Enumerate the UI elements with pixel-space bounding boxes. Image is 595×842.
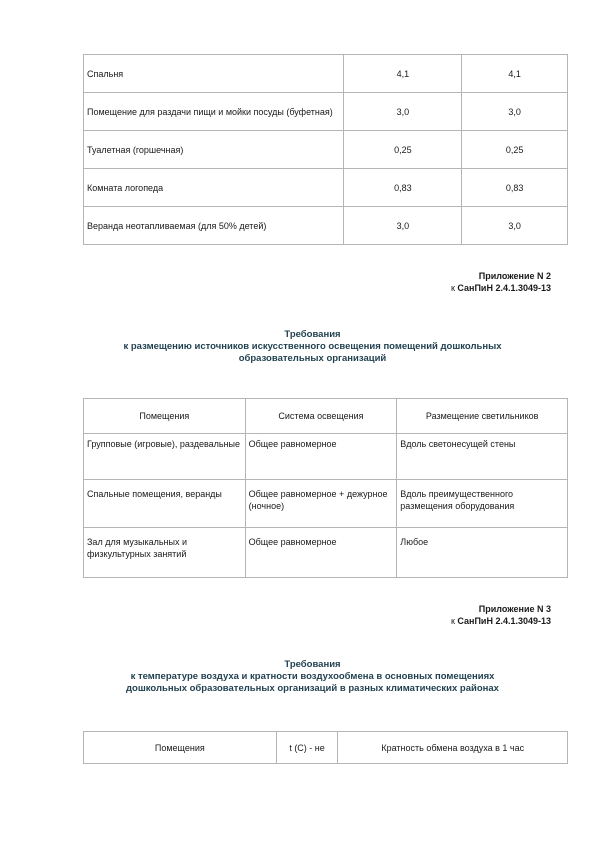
- column-header: Размещение светильников: [397, 399, 568, 434]
- value-cell: 3,0: [462, 207, 568, 245]
- room-cell: Групповые (игровые), раздевальные: [84, 434, 246, 480]
- reference-code: СанПиН 2.4.1.3049-13: [457, 283, 551, 293]
- table-header-row: [84, 399, 568, 434]
- temperature-air-exchange-table: [83, 731, 568, 764]
- appendix-2-title-block: [60, 329, 565, 365]
- appendix-3-title-block: [60, 659, 565, 695]
- table-row: [84, 169, 568, 207]
- column-header: Помещения: [84, 732, 277, 764]
- value-cell: 0,25: [344, 131, 462, 169]
- section-subtitle-line: к размещению источников искусственного освещения помещений дошкольных: [123, 341, 502, 352]
- lighting-system-cell: Общее равномерное: [245, 528, 397, 578]
- section-subtitle-line: дошкольных образовательных организаций в разных климатических районах: [126, 683, 499, 694]
- fixture-placement-cell: Вдоль преимущественного размещения оборудования: [397, 480, 568, 528]
- table-row: [84, 434, 568, 480]
- column-header: Система освещения: [245, 399, 397, 434]
- appendix-2-header: [451, 270, 551, 294]
- column-header: Помещения: [84, 399, 246, 434]
- section-title: Требования: [284, 659, 341, 670]
- lighting-requirements-table: [83, 398, 568, 578]
- fixture-placement-cell: Любое: [397, 528, 568, 578]
- fixture-placement-cell: Вдоль светонесущей стены: [397, 434, 568, 480]
- room-name-cell: Помещение для раздачи пищи и мойки посуды (буфетная): [84, 93, 344, 131]
- room-cell: Спальные помещения, веранды: [84, 480, 246, 528]
- room-name-cell: Спальня: [84, 55, 344, 93]
- section-title: Требования: [284, 329, 341, 340]
- table-row: [84, 528, 568, 578]
- section-subtitle-line: к температуре воздуха и кратности воздухообмена в основных помещениях: [130, 671, 495, 682]
- value-cell: 3,0: [344, 207, 462, 245]
- column-header: t (С) - не: [276, 732, 338, 764]
- table-row: [84, 55, 568, 93]
- table-row: [84, 93, 568, 131]
- appendix-3-header: [451, 603, 551, 627]
- value-cell: 0,25: [462, 131, 568, 169]
- reference-prefix: к: [450, 283, 458, 293]
- table-header-row: [84, 732, 568, 764]
- table-row: [84, 207, 568, 245]
- value-cell: 3,0: [462, 93, 568, 131]
- room-name-cell: Веранда неотапливаемая (для 50% детей): [84, 207, 344, 245]
- appendix-number: Приложение N 3: [478, 604, 551, 614]
- appendix-reference: [451, 615, 551, 627]
- appendix-reference: [451, 282, 551, 294]
- room-name-cell: Туалетная (горшечная): [84, 131, 344, 169]
- table-row: [84, 131, 568, 169]
- value-cell: 0,83: [344, 169, 462, 207]
- column-header: Кратность обмена воздуха в 1 час: [338, 732, 568, 764]
- room-name-cell: Комната логопеда: [84, 169, 344, 207]
- lighting-system-cell: Общее равномерное: [245, 434, 397, 480]
- value-cell: 4,1: [462, 55, 568, 93]
- value-cell: 3,0: [344, 93, 462, 131]
- value-cell: 0,83: [462, 169, 568, 207]
- table-row: [84, 480, 568, 528]
- ventilation-rates-table: [83, 54, 568, 245]
- lighting-system-cell: Общее равномерное + дежурное (ночное): [245, 480, 397, 528]
- section-subtitle-line: образовательных организаций: [238, 353, 387, 364]
- reference-code: СанПиН 2.4.1.3049-13: [457, 616, 551, 626]
- value-cell: 4,1: [344, 55, 462, 93]
- room-cell: Зал для музыкальных и физкультурных занятий: [84, 528, 246, 578]
- reference-prefix: к: [450, 616, 458, 626]
- appendix-number: Приложение N 2: [478, 271, 551, 281]
